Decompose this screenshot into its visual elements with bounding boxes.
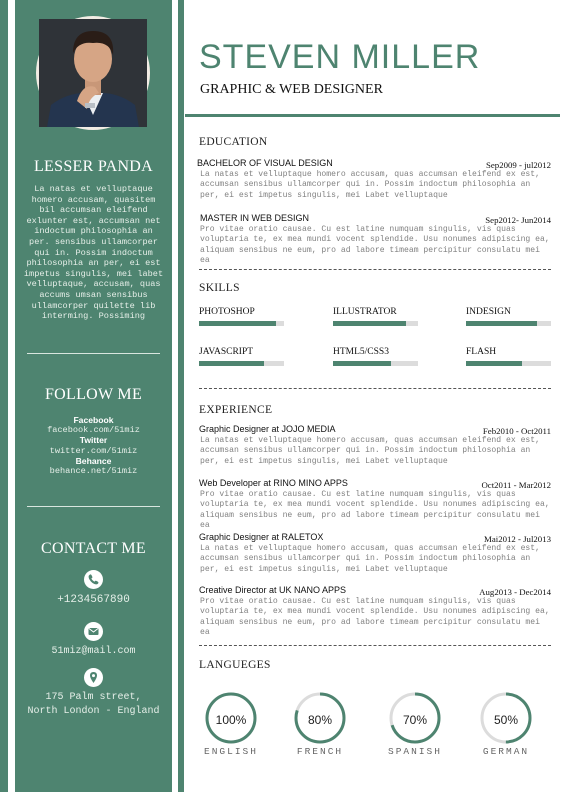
experience-item-date: Mai2012 - Jul2013 — [484, 534, 551, 544]
phone-icon — [84, 570, 103, 589]
skill-item — [199, 307, 284, 317]
language-name: ENGLISH — [204, 746, 258, 757]
experience-item-date: Aug2013 - Dec2014 — [479, 587, 551, 597]
education-item-body: La natas et velluptaque homero accusam, quas accumsan eleifend ex est, accumsan sensibus ullamcorper qui in. Possim indoctum philosophia an per, ei est impetus singulis, mei Labet velluptaque — [200, 170, 540, 200]
follow-title: FOLLOW ME — [44, 386, 143, 403]
education-item-date: Sep2009 - jul2012 — [486, 160, 551, 170]
skill-item — [466, 347, 551, 357]
skill-item — [199, 347, 284, 357]
skill-level-fill — [199, 321, 276, 326]
header-rule — [185, 114, 560, 117]
skill-level-fill — [199, 361, 264, 366]
candidate-name: STEVEN MILLER — [199, 38, 481, 76]
language-item — [186, 690, 276, 780]
skill-level-bar — [466, 321, 551, 326]
education-title: EDUCATION — [199, 136, 268, 148]
section-divider — [199, 645, 551, 646]
experience-title: EXPERIENCE — [199, 404, 273, 416]
language-percent: 50% — [493, 713, 519, 727]
language-percent: 100% — [215, 713, 247, 727]
language-item — [461, 690, 551, 780]
twitter-link[interactable]: twitter.com/51miz — [49, 445, 138, 456]
languages-title: LANGUEGES — [199, 659, 271, 671]
facebook-label: Facebook — [73, 415, 114, 425]
right-divider-stripe — [178, 0, 184, 792]
address-line-2: North London - England — [27, 706, 160, 717]
experience-item-title: Graphic Designer at JOJO MEDIA — [199, 424, 336, 434]
skill-level-bar — [333, 321, 418, 326]
education-item-title: BACHELOR OF VISUAL DESIGN — [197, 158, 333, 168]
brand-title: LESSER PANDA — [33, 158, 154, 175]
profile-photo — [36, 16, 150, 130]
skill-name: INDESIGN — [466, 307, 511, 317]
language-percent: 80% — [307, 713, 333, 727]
experience-item-date: Feb2010 - Oct2011 — [482, 426, 551, 436]
behance-link[interactable]: behance.net/51miz — [49, 466, 138, 477]
candidate-role: GRAPHIC & WEB DESIGNER — [200, 82, 383, 97]
skill-level-fill — [333, 361, 391, 366]
skill-name: ILLUSTRATOR — [333, 307, 397, 317]
skill-item — [466, 307, 551, 317]
skill-name: FLASH — [466, 347, 497, 357]
language-percent: 70% — [402, 713, 428, 727]
skill-name: HTML5/CSS3 — [333, 347, 389, 357]
behance-label: Behance — [75, 455, 112, 466]
sidebar-divider — [27, 353, 160, 354]
education-item-date: Sep2012- Jun2014 — [485, 215, 551, 225]
skill-level-bar — [466, 361, 551, 366]
sidebar-divider — [27, 506, 160, 507]
experience-item-title: Web Developer at RINO MINO APPS — [199, 478, 348, 488]
language-item — [275, 690, 365, 780]
skill-level-fill — [466, 361, 522, 366]
social-links — [15, 415, 172, 476]
section-divider — [199, 269, 551, 270]
language-name: SPANISH — [388, 746, 442, 757]
skill-item — [333, 307, 418, 317]
facebook-link[interactable]: facebook.com/51miz — [47, 425, 140, 436]
brand-description: La natas et velluptaque homero accusam, quasitem bil accumsan eleifend exlunter est, accumsan net indoctum philosophia an per. sensibus ullamcorper qui in. Possim indoctum philosophia an per, ei est impetus singulis, mei labet velluptaque, accusam, quas accums umsan sensibus ullamcorper quilette lib interming. Possiming — [23, 184, 164, 322]
experience-item-body: Pro vitae oratio causae. Cu est latine numquam singulis, vis quas voluptaria te, ex mea mundi vocent splendide. Usu nonumes adipiscing ea, aliquam sensibus ne eum, pro ad labore timeam percipitur consulatu mei ea — [200, 597, 550, 637]
skills-title: SKILLS — [199, 282, 240, 294]
email-address[interactable]: 51miz@mail.com — [51, 646, 136, 657]
section-divider — [199, 388, 551, 389]
language-item — [370, 690, 460, 780]
language-name: GERMAN — [482, 746, 530, 757]
mail-icon — [84, 622, 103, 641]
skill-level-fill — [466, 321, 537, 326]
language-name: FRENCH — [296, 746, 344, 757]
phone-number[interactable]: +1234567890 — [57, 594, 130, 606]
education-item-title: MASTER IN WEB DESIGN — [200, 213, 310, 223]
experience-item-body: La natas et velluptaque homero accusam, quas accumsan eleifend ex est, accumsan sensibus ullamcorper qui in. Possim indoctum philosophia an per, ei est impetus singulis, mei Labet velluptaque — [200, 544, 540, 574]
skill-item — [333, 347, 418, 357]
experience-item-body: La natas et velluptaque homero accusam, quas accumsan eleifend ex est, accumsan sensibus ullamcorper qui in. Possim indoctum philosophia an per, ei est impetus singulis, mei Labet velluptaque — [200, 436, 540, 466]
left-edge-stripe — [0, 0, 8, 792]
experience-item-date: Oct2011 - Mar2012 — [481, 480, 551, 490]
location-pin-icon — [84, 668, 103, 687]
experience-item-title: Graphic Designer at RALETOX — [199, 532, 324, 542]
education-item-body: Pro vitae oratio causae. Cu est latine numquam singulis, vis quas voluptaria te, ex mea mundi vocent splendide. Usu nonumes adipiscing ea, aliquam sensibus ne eum, pro ad labore timeam percipitur consulatu mei ea — [200, 225, 550, 265]
experience-item-body: Pro vitae oratio causae. Cu est latine numquam singulis, vis quas voluptaria te, ex mea mundi vocent splendide. Usu nonumes adipiscing ea, aliquam sensibus ne eum, pro ad labore timeam percipitur consulatu mei ea — [200, 490, 550, 530]
experience-item-title: Creative Director at UK NANO APPS — [199, 585, 347, 595]
skill-level-bar — [333, 361, 418, 366]
skill-name: PHOTOSHOP — [199, 307, 255, 317]
contact-title: CONTACT ME — [41, 540, 146, 557]
skill-level-fill — [333, 321, 406, 326]
address-line-1: 175 Palm street, — [45, 692, 142, 703]
twitter-label: Twitter — [79, 435, 108, 446]
skill-name: JAVASCRIPT — [199, 347, 254, 357]
sidebar — [15, 0, 172, 792]
skill-level-bar — [199, 321, 284, 326]
skill-level-bar — [199, 361, 284, 366]
